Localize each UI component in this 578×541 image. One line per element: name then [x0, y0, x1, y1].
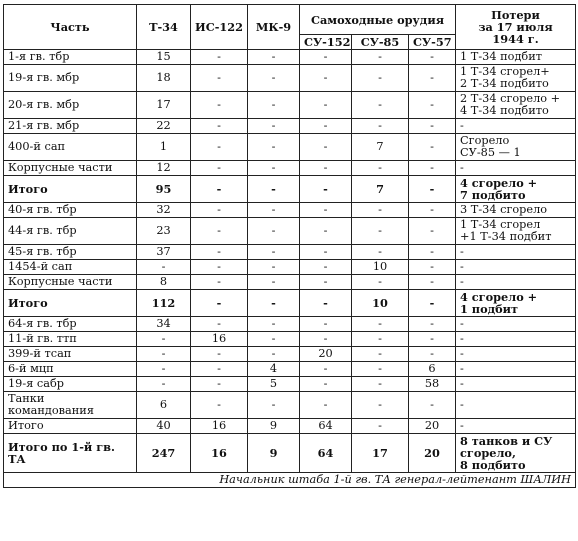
cell-losses: 3 Т-34 сгорело [456, 203, 576, 218]
cell-is122: - [191, 260, 248, 275]
cell-su152: - [300, 92, 352, 119]
cell-is122: - [191, 275, 248, 290]
cell-su152: - [300, 134, 352, 161]
cell-losses: 1 Т-34 сгорел+ 2 Т-34 подбито [456, 65, 576, 92]
cell-su57: - [409, 50, 456, 65]
cell-is122: 16 [191, 332, 248, 347]
table-row [4, 317, 576, 332]
cell-su85: - [352, 50, 409, 65]
cell-t34: 17 [137, 92, 191, 119]
cell-losses: - [456, 161, 576, 176]
cell-mk9: - [248, 275, 300, 290]
cell-mk9: - [248, 119, 300, 134]
cell-is122: - [191, 176, 248, 203]
cell-is122: - [191, 392, 248, 419]
table-row [4, 92, 576, 119]
cell-mk9: - [248, 176, 300, 203]
cell-t34: 247 [137, 434, 191, 473]
cell-su57: 20 [409, 419, 456, 434]
signature: Начальник штаба 1-й гв. ТА генерал-лейтенант ШАЛИН [4, 473, 576, 488]
cell-su85: - [352, 65, 409, 92]
cell-su85: - [352, 377, 409, 392]
cell-su57: - [409, 65, 456, 92]
cell-su57: - [409, 332, 456, 347]
cell-su85: - [352, 218, 409, 245]
cell-su152: - [300, 50, 352, 65]
cell-mk9: - [248, 50, 300, 65]
cell-is122: - [191, 119, 248, 134]
cell-unit: Танки командования [4, 392, 137, 419]
cell-su152: - [300, 176, 352, 203]
cell-unit: 399-й тсап [4, 347, 137, 362]
cell-t34: 18 [137, 65, 191, 92]
cell-su57: - [409, 119, 456, 134]
cell-unit: 44-я гв. тбр [4, 218, 137, 245]
cell-t34: 95 [137, 176, 191, 203]
cell-losses: - [456, 260, 576, 275]
cell-su85: - [352, 419, 409, 434]
cell-is122: - [191, 245, 248, 260]
cell-is122: - [191, 218, 248, 245]
cell-unit: Итого [4, 290, 137, 317]
cell-mk9: - [248, 260, 300, 275]
cell-mk9: - [248, 392, 300, 419]
cell-mk9: - [248, 92, 300, 119]
cell-t34: 6 [137, 392, 191, 419]
cell-losses: - [456, 317, 576, 332]
cell-is122: - [191, 347, 248, 362]
cell-unit: 400-й сап [4, 134, 137, 161]
cell-su85: - [352, 332, 409, 347]
cell-is122: - [191, 134, 248, 161]
cell-su57: - [409, 317, 456, 332]
cell-t34: - [137, 332, 191, 347]
cell-unit: 64-я гв. тбр [4, 317, 137, 332]
cell-losses: - [456, 119, 576, 134]
cell-is122: - [191, 50, 248, 65]
cell-t34: 23 [137, 218, 191, 245]
table-row [4, 203, 576, 218]
cell-t34: - [137, 377, 191, 392]
cell-su152: - [300, 392, 352, 419]
cell-losses: 1 Т-34 подбит [456, 50, 576, 65]
cell-losses: 4 сгорело + 7 подбито [456, 176, 576, 203]
table-row [4, 119, 576, 134]
cell-su57: 20 [409, 434, 456, 473]
table-row [4, 176, 576, 203]
cell-losses: - [456, 362, 576, 377]
cell-losses: 1 Т-34 сгорел +1 Т-34 подбит [456, 218, 576, 245]
cell-t34: 22 [137, 119, 191, 134]
cell-su152: - [300, 275, 352, 290]
cell-losses: - [456, 275, 576, 290]
cell-t34: 40 [137, 419, 191, 434]
cell-losses: 4 сгорело + 1 подбит [456, 290, 576, 317]
cell-t34: 8 [137, 275, 191, 290]
cell-t34: - [137, 362, 191, 377]
cell-unit: Итого [4, 419, 137, 434]
cell-t34: 34 [137, 317, 191, 332]
cell-unit: 40-я гв. тбр [4, 203, 137, 218]
cell-mk9: - [248, 203, 300, 218]
cell-su57: - [409, 347, 456, 362]
cell-su57: 6 [409, 362, 456, 377]
table-row [4, 245, 576, 260]
cell-mk9: - [248, 332, 300, 347]
cell-unit: 1454-й сап [4, 260, 137, 275]
cell-su85: - [352, 92, 409, 119]
cell-su85: - [352, 161, 409, 176]
table-row [4, 50, 576, 65]
cell-mk9: - [248, 161, 300, 176]
cell-unit: Корпусные части [4, 161, 137, 176]
cell-su85: - [352, 245, 409, 260]
cell-su152: - [300, 203, 352, 218]
header-su57: СУ-57 [409, 35, 456, 50]
cell-su57: - [409, 260, 456, 275]
cell-t34: 32 [137, 203, 191, 218]
cell-su152: - [300, 362, 352, 377]
cell-t34: 37 [137, 245, 191, 260]
cell-is122: - [191, 65, 248, 92]
cell-mk9: 5 [248, 377, 300, 392]
header-mk9: МК-9 [248, 5, 300, 50]
cell-su85: 10 [352, 260, 409, 275]
cell-unit: Корпусные части [4, 275, 137, 290]
cell-is122: 16 [191, 419, 248, 434]
header-unit: Часть [4, 5, 137, 50]
cell-mk9: - [248, 65, 300, 92]
cell-su57: - [409, 134, 456, 161]
cell-su152: - [300, 65, 352, 92]
header-t34: Т-34 [137, 5, 191, 50]
table-row [4, 392, 576, 419]
table-row [4, 218, 576, 245]
cell-losses: - [456, 347, 576, 362]
cell-mk9: - [248, 245, 300, 260]
table-row [4, 332, 576, 347]
cell-unit: 6-й мцп [4, 362, 137, 377]
cell-su57: 58 [409, 377, 456, 392]
table-row [4, 134, 576, 161]
cell-unit: 19-я сабр [4, 377, 137, 392]
cell-mk9: - [248, 347, 300, 362]
cell-su152: 20 [300, 347, 352, 362]
cell-unit: 1-я гв. тбр [4, 50, 137, 65]
cell-su57: - [409, 290, 456, 317]
cell-mk9: - [248, 218, 300, 245]
table-row [4, 362, 576, 377]
cell-su57: - [409, 245, 456, 260]
cell-losses: - [456, 419, 576, 434]
cell-su57: - [409, 275, 456, 290]
header-is122: ИС-122 [191, 5, 248, 50]
header-spg: Самоходные орудия [300, 5, 456, 35]
cell-su152: - [300, 245, 352, 260]
cell-t34: 112 [137, 290, 191, 317]
cell-losses: 8 танков и СУ сгорело, 8 подбито [456, 434, 576, 473]
cell-losses: - [456, 332, 576, 347]
table-row [4, 377, 576, 392]
cell-su152: - [300, 260, 352, 275]
table-row [4, 347, 576, 362]
table-row [4, 434, 576, 473]
cell-su57: - [409, 176, 456, 203]
cell-t34: - [137, 347, 191, 362]
cell-mk9: 9 [248, 419, 300, 434]
cell-t34: - [137, 260, 191, 275]
cell-unit: 21-я гв. мбр [4, 119, 137, 134]
cell-is122: - [191, 92, 248, 119]
cell-losses: - [456, 392, 576, 419]
table-row [4, 419, 576, 434]
cell-losses: 2 Т-34 сгорело + 4 Т-34 подбито [456, 92, 576, 119]
cell-is122: - [191, 317, 248, 332]
cell-mk9: - [248, 290, 300, 317]
cell-losses: - [456, 245, 576, 260]
cell-su152: - [300, 377, 352, 392]
cell-t34: 15 [137, 50, 191, 65]
cell-is122: - [191, 161, 248, 176]
cell-unit: 45-я гв. тбр [4, 245, 137, 260]
cell-su57: - [409, 218, 456, 245]
cell-su85: 10 [352, 290, 409, 317]
cell-unit: 19-я гв. мбр [4, 65, 137, 92]
cell-su152: - [300, 218, 352, 245]
cell-su85: - [352, 317, 409, 332]
cell-is122: - [191, 377, 248, 392]
cell-su85: - [352, 275, 409, 290]
table-row [4, 275, 576, 290]
cell-su57: - [409, 203, 456, 218]
header-losses: Потери за 17 июля 1944 г. [456, 5, 576, 50]
cell-unit: Итого по 1-й гв. ТА [4, 434, 137, 473]
cell-su152: 64 [300, 434, 352, 473]
cell-su85: - [352, 119, 409, 134]
cell-mk9: - [248, 134, 300, 161]
header-su85: СУ-85 [352, 35, 409, 50]
cell-su57: - [409, 392, 456, 419]
cell-unit: 11-й гв. ттп [4, 332, 137, 347]
cell-su152: - [300, 317, 352, 332]
cell-su85: - [352, 362, 409, 377]
table-row [4, 161, 576, 176]
table-row [4, 290, 576, 317]
cell-su152: - [300, 119, 352, 134]
cell-su57: - [409, 161, 456, 176]
cell-unit: 20-я гв. мбр [4, 92, 137, 119]
cell-su152: - [300, 290, 352, 317]
cell-is122: - [191, 362, 248, 377]
cell-su152: 64 [300, 419, 352, 434]
cell-mk9: 4 [248, 362, 300, 377]
cell-su152: - [300, 332, 352, 347]
cell-su85: - [352, 392, 409, 419]
cell-su57: - [409, 92, 456, 119]
cell-is122: 16 [191, 434, 248, 473]
cell-losses: - [456, 377, 576, 392]
cell-su85: - [352, 203, 409, 218]
cell-su152: - [300, 161, 352, 176]
cell-t34: 12 [137, 161, 191, 176]
cell-su85: 7 [352, 176, 409, 203]
cell-mk9: 9 [248, 434, 300, 473]
cell-unit: Итого [4, 176, 137, 203]
cell-su85: 7 [352, 134, 409, 161]
cell-su85: - [352, 347, 409, 362]
cell-mk9: - [248, 317, 300, 332]
cell-t34: 1 [137, 134, 191, 161]
tank-strength-table [3, 4, 576, 488]
cell-su85: 17 [352, 434, 409, 473]
table-row [4, 65, 576, 92]
cell-is122: - [191, 290, 248, 317]
cell-losses: Сгорело СУ-85 — 1 [456, 134, 576, 161]
header-su152: СУ-152 [300, 35, 352, 50]
table-row [4, 260, 576, 275]
cell-is122: - [191, 203, 248, 218]
